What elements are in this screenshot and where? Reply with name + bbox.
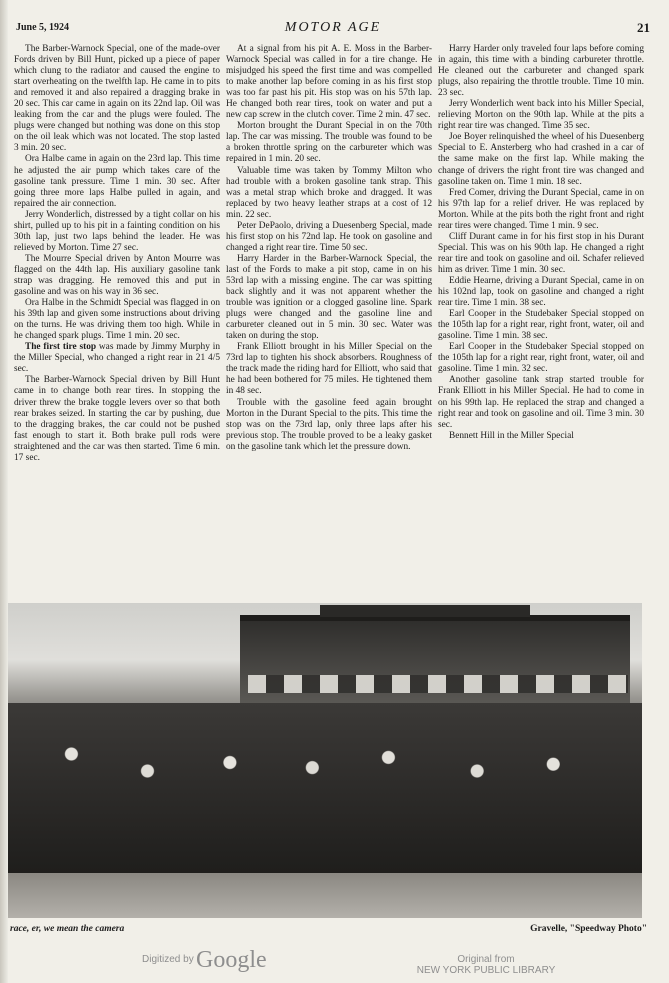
paragraph-text: Frank Elliott brought in his Miller Special on the 73rd lap to tighten his shock absorbers. Roughness of the track made the riding hard for Elliott, who said that he had been bothered for 75 miles. He tightened them in 48 sec. (226, 342, 432, 397)
photo-credit: Gravelle, "Speedway Photo" (530, 924, 647, 934)
text-column-2 (226, 44, 432, 596)
paragraph-text: Ora Halbe came in again on the 23rd lap. This time he adjusted the air pump which takes care of the gasoline tank pressure. Time 1 min. 30 sec. After going three more laps Halbe pulled in again, and repaired the air connection. (14, 154, 220, 209)
magazine-title: MOTOR AGE (284, 20, 382, 35)
grandstand-roof (320, 605, 530, 617)
article-paragraph (14, 210, 220, 254)
paragraph-text: Bennett Hill in the Miller Special (449, 430, 574, 441)
article-paragraph (226, 121, 432, 165)
article-paragraph (14, 342, 220, 375)
article-paragraph (14, 44, 220, 154)
article-paragraph (226, 44, 432, 121)
article-columns (14, 44, 644, 596)
paragraph-text: Ora Halbe in the Schmidt Special was flagged in on his 39th lap and given some instructions about driving on the turns. He was driving them too high. While in he changed spark plugs. Time 1 min. 20 sec. (14, 298, 220, 342)
paragraph-text: Joe Boyer relinquished the wheel of his Duesenberg Special to E. Ansterberg who had crashed in a car of the same make on the first lap. While making the change of drivers the right front tire was changed and gasoline taken on. Time 1 min. 18 sec. (438, 132, 644, 187)
article-paragraph (226, 166, 432, 221)
article-paragraph (226, 254, 432, 342)
issue-date: June 5, 1924 (16, 22, 70, 33)
paragraph-text: Earl Cooper in the Studebaker Special stopped on the 105th lap for a right rear, right front, water, oil and gasoline. Time 1 min. 38 sec. (438, 309, 644, 342)
paragraph-text: Cliff Durant came in for his first stop in his Durant Special. This was on his 90th lap. He changed a right rear tire and took on gasoline and oil. Schafer relieved him as driver. Time 1 min. 30 sec. (438, 231, 644, 275)
page-spine-shadow (0, 0, 8, 983)
paragraph-text: Valuable time was taken by Tommy Milton who had trouble with a broken gasoline tank strap. This was a metal strap which broke and dragged. It was replaced by two heavy leather straps at a cost of 12 min. 22 sec. (226, 165, 432, 220)
paragraph-text: Another gasoline tank strap started trouble for Frank Elliott in his Miller Special. He had to come in on his 99th lap. He replaced the strap and changed a right rear and took on gasoline and oil. Time 3 min. 30 sec. (438, 375, 644, 430)
paragraph-text: Trouble with the gasoline feed again brought Morton in the Durant Special to the pits. This time the stop was on the 73rd lap, only three laps after his previous stop. The trouble proved to be a leaky gasket on the gasoline tank which let the pressure down. (226, 397, 432, 452)
grandstand (240, 615, 630, 709)
paragraph-lead-in: The first tire stop (25, 342, 97, 353)
article-paragraph (438, 431, 644, 442)
article-paragraph (438, 309, 644, 342)
article-paragraph (14, 254, 220, 298)
paragraph-text: Earl Cooper in the Studebaker Special stopped on the 105th lap for a right rear, right front, water, oil and gasoline. Time 1 min. 32 sec. (438, 342, 644, 375)
text-column-1 (14, 44, 220, 596)
digitization-footer (0, 947, 669, 983)
race-crowd-photograph (8, 603, 642, 918)
article-paragraph (14, 154, 220, 209)
paragraph-text: was made by Jimmy Murphy in the Miller Special, who changed a right rear in 21 4/5 sec. (14, 342, 220, 375)
article-paragraph (438, 276, 644, 309)
article-paragraph (14, 375, 220, 463)
original-from-label: Original from (457, 954, 515, 965)
paragraph-text: Fred Comer, driving the Durant Special, came in on his 97th lap for a relief driver. He was replaced by Morton. While at the pits both the right front and right rear tires were changed. Time 1 min. 9 sec. (438, 187, 644, 231)
paragraph-text: At a signal from his pit A. E. Moss in the Barber-Warnock Special was called in for a tire change. He misjudged his speed the first time and was compelled to make another lap before coming in as his first stop was too far past his pit. His stop was on his 57th lap. He changed both rear tires, took on water and put a new cap screw in the clutch cover. Time 2 min. 47 sec. (226, 44, 432, 121)
article-paragraph (438, 99, 644, 132)
page-header (16, 20, 650, 38)
page-number: 21 (637, 20, 650, 35)
google-logo: Google (196, 947, 267, 973)
article-paragraph (438, 232, 644, 276)
digitized-by-label: Digitized by (142, 954, 194, 965)
paragraph-text: Jerry Wonderlich went back into his Miller Special, relieving Morton on the 90th lap. While at the pits a right rear tire was changed. Time 35 sec. (438, 99, 644, 132)
library-name: NEW YORK PUBLIC LIBRARY (416, 965, 556, 976)
article-paragraph (438, 342, 644, 375)
text-column-3 (438, 44, 644, 596)
paragraph-text: The Mourre Special driven by Anton Mourre was flagged on the 44th lap. His auxiliary gasoline tank strap was dragging. He removed this and put in gasoline and was on his way in 36 sec. (14, 253, 220, 298)
article-paragraph (438, 44, 644, 99)
paragraph-text: Harry Harder in the Barber-Warnock Special, the last of the Fords to make a pit stop, came in on his 53rd lap with a missing engine. The car was spitting back slightly and it was not apparent whether the trouble was ignition or a clogged gasoline line. Spark plugs were changed and the gasoline line and carbureter cleaned out in 5 min. 30 sec. Water was taken on during the stop. (226, 253, 432, 342)
article-paragraph (226, 221, 432, 254)
paragraph-text: Morton brought the Durant Special in on the 70th lap. The car was missing. The trouble was found to be a broken throttle spring on the carbureter which was repaired in 1 min. 20 sec. (226, 121, 432, 165)
article-paragraph (14, 298, 220, 342)
paragraph-text: Harry Harder only traveled four laps before coming in again, this time with a binding carbureter throttle. He cleaned out the carbureter and changed spark plugs, also repairing the throttle trouble. Time 10 min. 23 sec. (438, 44, 644, 99)
paragraph-text: The Barber-Warnock Special driven by Bill Hunt came in to change both rear tires. In stopping the driver threw the brake toggle levers over so that both rear brakes seized. In starting the car by pushing, due to the dragging brakes, the car could not be pushed fast enough to start it. Both brake pull rods were straightened and the car was then started. Time 6 min. 17 sec. (14, 375, 220, 463)
article-paragraph (438, 375, 644, 430)
article-paragraph (438, 188, 644, 232)
original-source (410, 954, 562, 976)
paragraph-text: Eddie Hearne, driving a Durant Special, came in on his 102nd lap, took on gasoline and changed a right rear tire. Time 1 min. 38 sec. (438, 275, 644, 309)
article-paragraph (438, 132, 644, 187)
paragraph-text: Peter DePaolo, driving a Duesenberg Special, made his first stop on his 72nd lap. He took on gasoline and changed a right rear tire. Time 50 sec. (226, 220, 432, 253)
paragraph-text: The Barber-Warnock Special, one of the made-over Fords driven by Bill Hunt, picked up a piece of paper which clung to the radiator and caused the engine to start overheating on the twelfth lap. He came in to pits and removed it and also repaired a dragging brake in 20 sec. This car came in again on its 22nd lap. Oil was leaking from the car and the plugs were fouled. The plugs were changed but nothing was done on this stop on the oil leak which was not located. The stop lasted 3 min. 20 sec. (14, 44, 220, 154)
track-ground (8, 873, 642, 918)
flag-bunting (248, 675, 628, 693)
crowd-of-drivers (8, 703, 642, 873)
paragraph-text: Jerry Wonderlich, distressed by a tight collar on his shirt, pulled up to his pit in a fainting condition on his 30th lap, just two laps behind the leader. He was relieved by Morton. Time 27 sec. (14, 209, 220, 253)
article-paragraph (226, 398, 432, 453)
article-paragraph (226, 342, 432, 397)
photo-caption: race, er, we mean the camera (10, 924, 125, 934)
